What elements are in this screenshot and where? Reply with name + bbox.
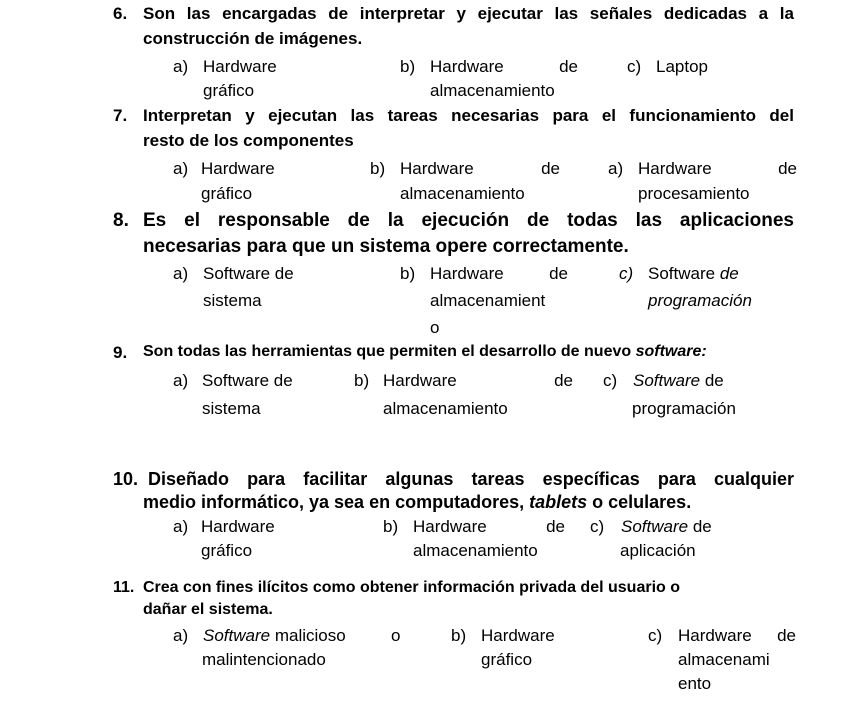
option-letter: a) — [173, 371, 189, 390]
question-text: Crea con fines ilícitos como obtener información privada del usuario o — [143, 579, 680, 596]
question-text: necesarias para que un sistema opere correctamente. — [143, 236, 629, 257]
option-label: almacenamiento — [400, 184, 525, 203]
option-label: Software de — [203, 264, 294, 283]
option-label: almacenamient — [430, 291, 546, 310]
option-letter: c) — [590, 517, 605, 536]
option-label: Software de — [648, 264, 739, 283]
option-label: Hardware de — [678, 626, 796, 645]
option-letter: b) — [451, 626, 467, 645]
option-label: malintencionado — [202, 650, 326, 669]
question-number: 7. — [113, 106, 128, 125]
option-label: almacenamiento — [430, 81, 555, 100]
question-number: 8. — [113, 210, 129, 231]
option-label: almacenami — [678, 650, 770, 669]
option-label: almacenamiento — [383, 399, 508, 418]
question-text: medio informático, ya sea en computadores, tablets o celulares. — [143, 492, 692, 512]
question-number: 9. — [113, 343, 128, 362]
option-label: almacenamiento — [413, 541, 538, 560]
question-number: 10. — [113, 469, 139, 489]
question-number: 11. — [113, 579, 135, 596]
option-label: o — [391, 626, 401, 645]
option-label: Hardware de — [430, 264, 568, 283]
option-label: sistema — [202, 399, 261, 418]
option-label: aplicación — [620, 541, 696, 560]
option-label: gráfico — [203, 81, 255, 100]
option-letter: b) — [383, 517, 399, 536]
option-label: gráfico — [481, 650, 533, 669]
option-letter: a) — [173, 264, 189, 283]
option-label: programación — [632, 399, 736, 418]
option-label: Hardware de — [383, 371, 573, 390]
option-label: Hardware — [201, 517, 275, 536]
question-text: Interpretan y ejecutan las tareas necesarias para el funcionamiento del — [143, 106, 794, 125]
option-label: Software de — [202, 371, 293, 390]
option-label: gráfico — [201, 184, 253, 203]
option-letter: b) — [354, 371, 370, 390]
option-label: Hardware de — [400, 159, 560, 178]
option-label: sistema — [203, 291, 262, 310]
option-letter: a) — [173, 626, 189, 645]
question-text: Es el responsable de la ejecución de todas las aplicaciones — [143, 210, 794, 231]
option-label: Software malicioso — [203, 626, 346, 645]
option-label: gráfico — [201, 541, 253, 560]
option-letter: b) — [370, 159, 386, 178]
option-label: Laptop — [656, 57, 708, 76]
option-label: Hardware — [481, 626, 555, 645]
option-label: ento — [678, 674, 712, 693]
option-label: Software de — [633, 371, 724, 390]
option-letter: c) — [619, 264, 634, 283]
option-letter: a) — [173, 57, 189, 76]
option-letter: a) — [173, 159, 189, 178]
question-text: Son las encargadas de interpretar y ejecutar las señales dedicadas a la — [143, 4, 794, 23]
question-text: construcción de imágenes. — [143, 29, 363, 48]
option-label: Hardware — [201, 159, 275, 178]
option-label: o — [430, 318, 440, 337]
option-label: Hardware de — [638, 159, 797, 178]
question-text: dañar el sistema. — [143, 601, 273, 618]
option-letter: a) — [173, 517, 189, 536]
option-label: Hardware — [203, 57, 277, 76]
option-label: Hardware de — [413, 517, 565, 536]
question-number: 6. — [113, 4, 128, 23]
question-text: Son todas las herramientas que permiten el desarrollo de nuevo software: — [143, 343, 707, 360]
option-letter: b) — [400, 264, 416, 283]
question-text: resto de los componentes — [143, 131, 354, 150]
option-label: procesamiento — [638, 184, 750, 203]
option-letter: c) — [603, 371, 618, 390]
question-text: Diseñado para facilitar algunas tareas específicas para cualquier — [148, 469, 794, 489]
option-letter: c) — [648, 626, 663, 645]
option-label: Hardware de — [430, 57, 578, 76]
option-label: programación — [648, 291, 752, 310]
option-letter: b) — [400, 57, 416, 76]
option-letter: a) — [608, 159, 624, 178]
option-letter: c) — [627, 57, 642, 76]
option-label: Software de — [621, 517, 712, 536]
